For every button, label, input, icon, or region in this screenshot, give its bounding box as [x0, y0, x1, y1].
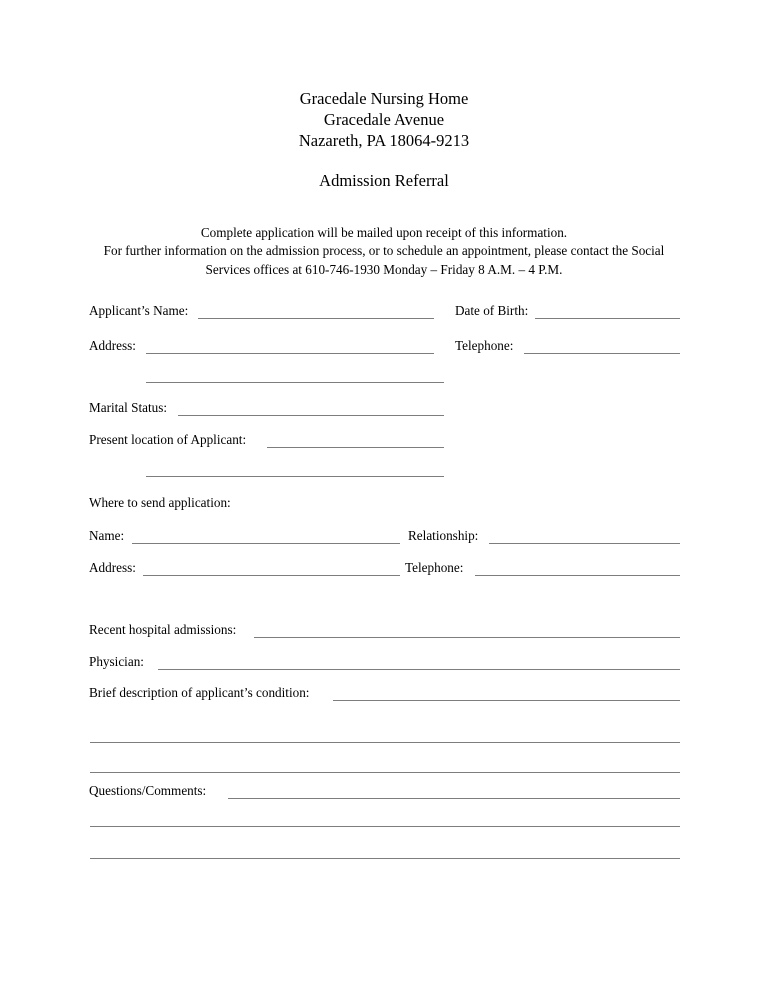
label-send-relationship: Relationship: [408, 528, 479, 543]
page-title: Admission Referral [319, 171, 449, 190]
input-address[interactable] [146, 353, 434, 354]
input-send-relationship[interactable] [489, 543, 680, 544]
input-questions-comments[interactable] [228, 798, 680, 799]
intro-line-2: For further information on the admission process, or to schedule an appointment, please contact the Social [103, 243, 665, 259]
input-address-line-2[interactable] [146, 382, 444, 383]
letterhead [0, 88, 768, 151]
letterhead-line-2: Gracedale Avenue [323, 110, 445, 129]
label-condition: Brief description of applicant’s condition: [89, 685, 310, 700]
label-applicants-name: Applicant’s Name: [89, 303, 189, 318]
input-present-location[interactable] [267, 447, 444, 448]
input-questions-comments-line-2[interactable] [90, 826, 680, 827]
label-date-of-birth: Date of Birth: [455, 303, 529, 318]
section-where-to-send: Where to send application: [89, 495, 231, 510]
input-send-telephone[interactable] [475, 575, 680, 576]
intro-paragraph [84, 224, 684, 279]
label-telephone: Telephone: [455, 338, 514, 353]
input-condition-line-2[interactable] [90, 742, 680, 743]
input-send-name[interactable] [132, 543, 400, 544]
input-recent-hospital-admissions[interactable] [254, 637, 680, 638]
label-recent-hospital-admissions: Recent hospital admissions: [89, 622, 237, 637]
input-applicants-name[interactable] [198, 318, 434, 319]
intro-line-1: Complete application will be mailed upon receipt of this information. [200, 225, 568, 240]
input-condition[interactable] [333, 700, 680, 701]
label-physician: Physician: [89, 654, 144, 669]
input-physician[interactable] [158, 669, 680, 670]
letterhead-line-1: Gracedale Nursing Home [299, 89, 469, 108]
intro-line-3: Services offices at 610-746-1930 Monday – Friday 8 A.M. – 4 P.M. [205, 261, 563, 277]
label-questions-comments: Questions/Comments: [89, 783, 207, 798]
label-send-address: Address: [89, 560, 136, 575]
input-date-of-birth[interactable] [535, 318, 680, 319]
input-telephone[interactable] [524, 353, 680, 354]
label-send-telephone: Telephone: [405, 560, 464, 575]
input-send-address[interactable] [143, 575, 400, 576]
label-marital-status: Marital Status: [89, 400, 168, 415]
label-send-name: Name: [89, 528, 125, 543]
label-address: Address: [89, 338, 136, 353]
label-present-location: Present location of Applicant: [89, 432, 247, 447]
input-questions-comments-line-3[interactable] [90, 858, 680, 859]
input-present-location-line-2[interactable] [146, 476, 444, 477]
input-condition-line-3[interactable] [90, 772, 680, 773]
letterhead-line-3: Nazareth, PA 18064-9213 [298, 131, 470, 150]
input-marital-status[interactable] [178, 415, 444, 416]
